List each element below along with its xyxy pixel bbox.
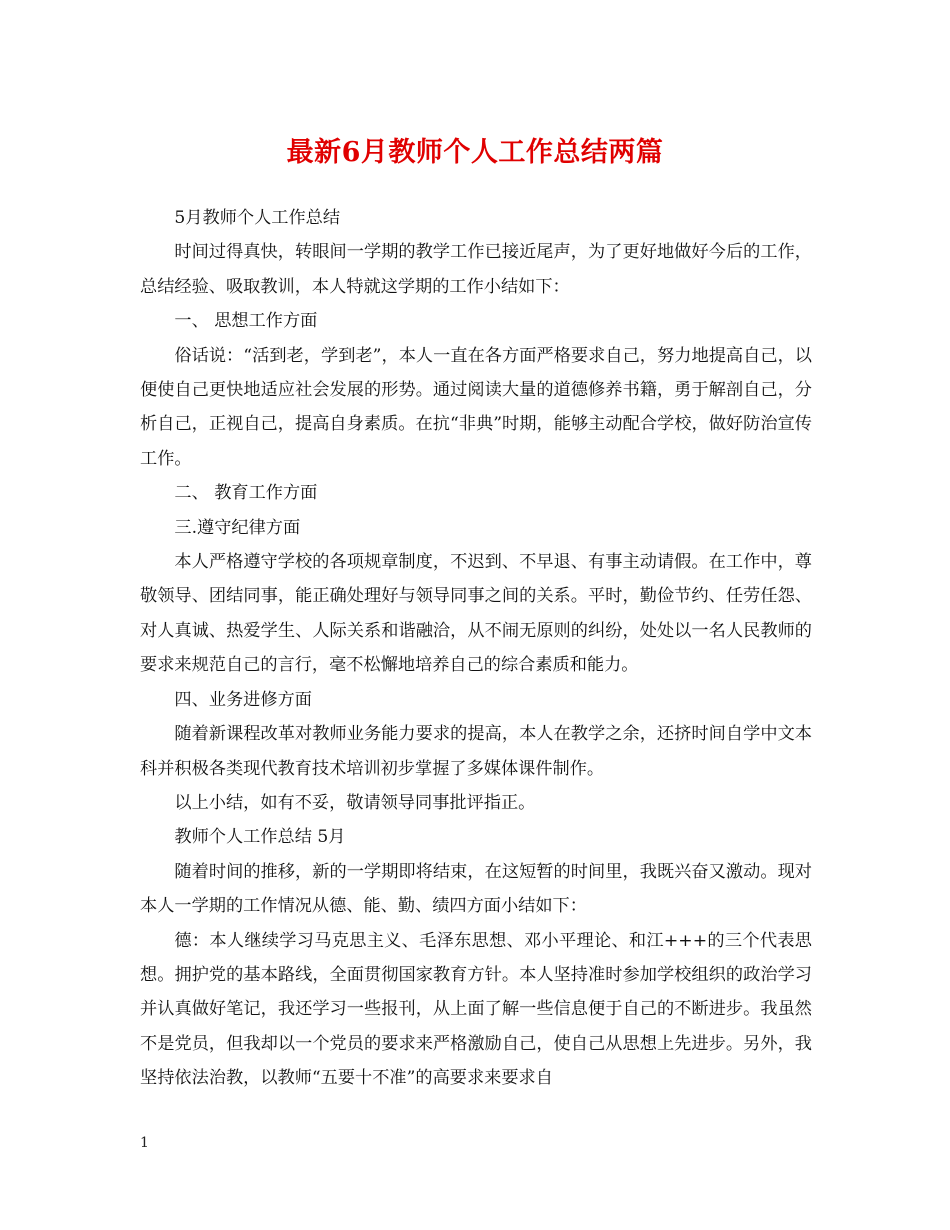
paragraph-13: 德：本人继续学习马克思主义、毛泽东思想、邓小平理论、和江+++的三个代表思想。拥护党的基本路线，全面贯彻国家教育方针。本人坚持准时参加学校组织的政治学习并认真做好笔记，我还学习一些报刊，从上面了解一些信息便于自己的不断进步。我虽然不是党员，但我却以一个党员的要求来严格激励自己，使自己从思想上先进步。另外，我坚持依法治教，以教师“五要十不准”的高要求来要求自	[140, 930, 812, 1089]
paragraph-2: 时间过得真快，转眼间一学期的教学工作已接近尾声，为了更好地做好今后的工作，总结经验、吸取教训，本人特就这学期的工作小结如下：	[140, 242, 812, 297]
paragraph-8: 四、业务进修方面	[174, 689, 312, 710]
document-title: 最新6月教师个人工作总结两篇	[286, 137, 664, 168]
paragraph-4: 俗话说：“活到老，学到老”，本人一直在各方面严格要求自己，努力地提高自己，以便使自己更快地适应社会发展的形势。通过阅读大量的道德修养书籍，勇于解剖自己，分析自己，正视自己，提高自身素质。在抗“非典”时期，能够主动配合学校，做好防治宣传工作。	[140, 345, 812, 469]
paragraph-12: 随着时间的推移，新的一学期即将结束，在这短暂的时间里，我既兴奋又激动。现对本人一学期的工作情况从德、能、勤、绩四方面小结如下：	[140, 861, 812, 917]
page-number: 1	[140, 1135, 149, 1151]
paragraph-3: 一、 思想工作方面	[174, 311, 318, 332]
paragraph-7: 本人严格遵守学校的各项规章制度，不迟到、不早退、有事主动请假。在工作中，尊敬领导、团结同事，能正确处理好与领导同事之间的关系。平时，勤俭节约、任劳任怨、对人真诚、热爱学生、人际关系和谐融洽，从不闹无原则的纠纷，处处以一名人民教师的要求来规范自己的言行，毫不松懈地培养自己的综合素质和能力。	[140, 552, 812, 676]
paragraph-11: 教师个人工作总结 5月	[174, 827, 346, 848]
paragraph-10: 以上小结，如有不妥，敬请领导同事批评指正。	[174, 792, 536, 813]
paragraph-1: 5月教师个人工作总结	[174, 208, 341, 228]
paragraph-5: 二、 教育工作方面	[174, 483, 318, 504]
document-body	[140, 201, 812, 1096]
paragraph-9: 随着新课程改革对教师业务能力要求的提高，本人在教学之余，还挤时间自学中文本科并积极各类现代教育技术培训初步掌握了多媒体课件制作。	[140, 724, 812, 779]
paragraph-6: 三.遵守纪律方面	[174, 517, 301, 538]
